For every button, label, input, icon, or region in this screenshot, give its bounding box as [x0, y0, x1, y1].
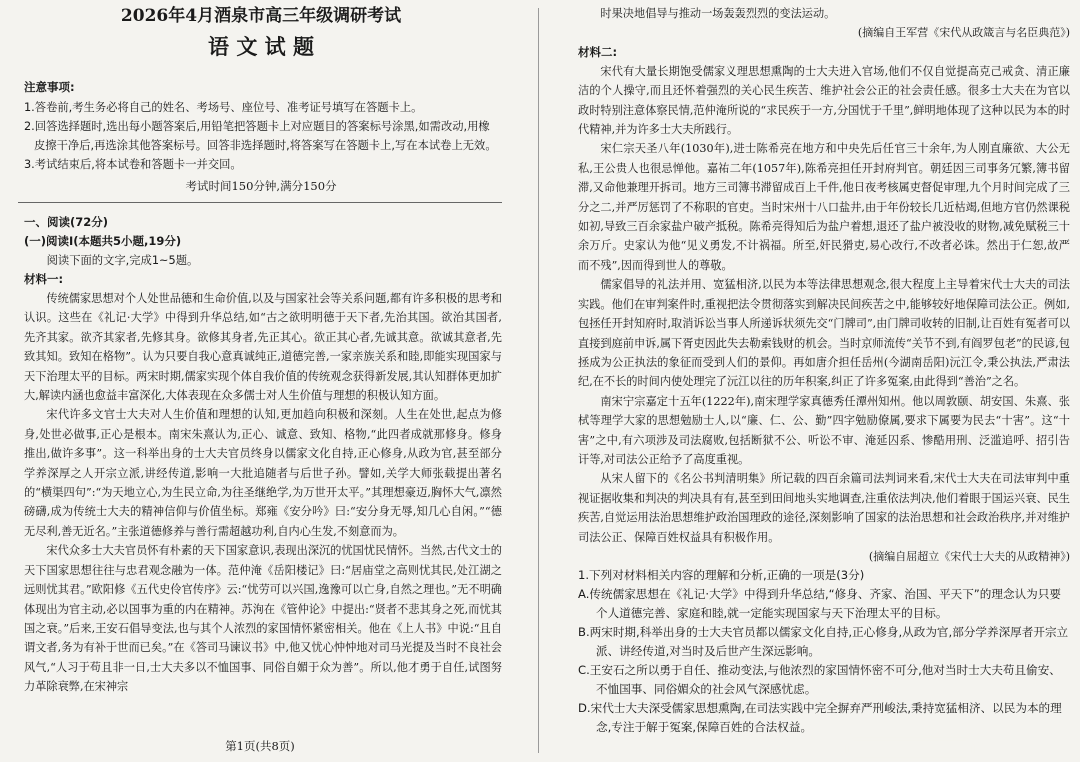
- material2-source: (摘编自屈超立《宋代士大夫的从政精神》): [868, 549, 1070, 563]
- exam-time: 考试时间150分钟,满分150分: [185, 179, 337, 193]
- exam-subject: 语 文 试 题: [208, 35, 314, 59]
- material2-label: 材料二:: [578, 44, 618, 59]
- header-divider: [18, 202, 502, 203]
- material1-source: (摘编自王军营《宋代从政箴言与名臣典范》): [857, 26, 1070, 40]
- question-1: 1.下列对材料相关内容的理解和分析,正确的一项是(3分): [578, 568, 865, 583]
- material2-paragraph-3: 儒家倡导的礼法并用、宽猛相济,以民为本等法律思想观念,很大程度上主导着宋代士大夫的司法实践。他们在审判案件时,重视把法令贯彻落实到解决民间疾苦之中,能够较好地保障司法公正。例如,包拯任开封知府时,取消诉讼当事人所递诉状须先交“门牌司”,由门牌司收转的旧制,让百姓有冤者可以直接到庭前申诉,属下胥吏因此失去勒索钱财的机会。当时京师流传“关节不到,有阎罗包老”的民谚,包拯成为公正执法的象征而受到人们的景仰。再如唐介担任岳州(今湖南岳阳)沅江令,秉公执法,严肃法纪,在不长的时间内使处理完了沅江以往的历年积案,纠正了许多冤案,由此得到“善治”之名。: [578, 278, 1070, 389]
- page-number: 第1页(共8页): [225, 739, 295, 753]
- material1-paragraph-3: 宋代众多士大夫官员怀有朴素的天下国家意识,表现出深沉的忧国忧民情怀。当然,古代文士的天下国家思想往往与忠君观念融为一体。范仲淹《岳阳楼记》曰:“居庙堂之高则忧其民,处江湖之远则忧其君。”欧阳修《五代史伶官传序》云:“忧劳可以兴国,逸豫可以亡身,自然之理也。”无不明确体现出为官主动,必以国事为重的内在精神。苏洵在《管仲论》中提出:“贤者不悲其身之死,而忧其国之衰。”后来,王安石倡导变法,也与其个人浓烈的家国情怀紧密相关。他在《上人书》中说:“且自谓文者,务为有补于世而已矣。”在《答司马谏议书》中,他又忧心忡忡地对司马光提及当时不良社会风气,“人习于苟且非一日,士大夫多以不恤国事、同俗自媚于众为善”。所以,他才勇于自任,试图努力革除衰弊,在宋神宗: [24, 544, 502, 694]
- notice-heading: 注意事项:: [24, 80, 75, 94]
- material1-label: 材料一:: [24, 272, 64, 286]
- question-1-option-d: D.宋代士大夫深受儒家思想熏陶,在司法实践中完全摒弃严刑峻法,秉持宽猛相济、以民为本的理念,专注于解于冤案,保障百姓的合法权益。: [578, 701, 1062, 735]
- material1-paragraph-1: 传统儒家思想对个人处世品德和生命价值,以及与国家社会等关系问题,都有许多积极的思考和认识。这些在《礼记·大学》中得到升华总结,如“古之欲明明德于天下者,先治其国。欲治其国者,先齐其家。欲齐其家者,先修其身。欲修其身者,先正其心。欲正其心者,先诚其意。欲诚其意者,先致其知。致知在格物”。认为只要自我心意真诚纯正,道德完善,一家亲族关系和睦,即能实现国家与天下治理太平的目标。两宋时期,儒家实现个体自我价值的传统观念获得新发展,其认知群体更加扩大,解读内涵也愈益丰富深化,大体表现在众多儒士对人生价值与理想的积极认知方面。: [24, 292, 502, 403]
- material2-paragraph-2: 宋仁宗天圣八年(1030年),进士陈希亮在地方和中央先后任官三十余年,为人刚直廉欲、大公无私,王公贵人也很忌惮他。嘉祐二年(1057年),陈希亮担任开封府判官。朝廷因三司事务冗繁,簿书留滞,又命他兼理开拆司。地方三司簿书滞留成百上千件,他日夜考核属吏督促审理,九个月时间完成了三分之二,并严厉惩罚了不称职的官吏。当时宋州十八口盐井,由于年份较长几近枯竭,但地方官仍然课税如初,导致三百余家盐户破产抵税。陈希亮得知后为盐户着想,退还了盐户被没收的财物,减免赋税三十余万斤。史家认为他“见义勇发,不计祸福。所至,奸民猾吏,易心改行,不改者必诛。然出于仁恕,故严而不残”,因而得到世人的尊敬。: [578, 142, 1070, 272]
- question-1-option-c: C.王安石之所以勇于自任、推动变法,与他浓烈的家国情怀密不可分,他对当时士大夫苟且偷安、不恤国事、同俗媚众的社会风气深感忧虑。: [578, 663, 1061, 697]
- column-divider: [538, 8, 539, 753]
- section-subtitle: (一)阅读Ⅰ(本题共5小题,19分): [24, 234, 182, 248]
- exam-title: 2026年4月酒泉市高三年级调研考试: [120, 6, 402, 26]
- section-title: 一、阅读(72分): [24, 215, 109, 229]
- material2-paragraph-4: 南宋宁宗嘉定十五年(1222年),南宋理学家真德秀任潭州知州。他以周敦颐、胡安国、朱熹、张栻等理学大家的思想勉励士人,以“廉、仁、公、勤”四字勉励僚属,要求下属要为民去“十害”。这“十害”之中,有六项涉及司法腐败,包括断狱不公、听讼不审、淹延囚系、惨酷用刑、泛滥追呼、招引告讦等,对司法公正给予了高度重视。: [578, 394, 1070, 466]
- material1-paragraph-2: 宋代许多文官士大夫对人生价值和理想的认知,更加趋向积极和深刻。人生在处世,起点为修身,处世必做事,正心是根本。南宋朱熹认为,正心、诚意、致知、格物,“此四者成就那修身。修身推出,做许多事”。这一科举出身的士大夫官员终身以儒家文化自持,正心修身,从政为官,甚至部分学养深厚之人开宗立派,讲经传道,影响一大批追随者与后世子孙。譬如,关学大师张载提出著名的“横渠四句”:“为天地立心,为生民立命,为往圣继绝学,为万世开太平。”其理想豪迈,胸怀大气,凛然磅礴,成为传统士大夫的精神信仰与价值坐标。郑雍《安分吟》曰:“安分身无辱,知几心自闲。”“德无尽利,善无近名。”主张道德修养与善行需超越功利,自内心生发,不刻意而为。: [24, 408, 502, 538]
- right-column: [552, 0, 1080, 737]
- notice-item-2: 2.回答选择题时,选出每小题答案后,用铅笔把答题卡上对应题目的答案标号涂黑,如需改动,用橡皮擦干净后,再选涂其他答案标号。回答非选择题时,将答案写在答题卡上,写在本试卷上无效。: [24, 120, 497, 152]
- question-1-option-b: B.两宋时期,科举出身的士大夫官员都以儒家文化自持,正心修身,从政为官,部分学养深厚者开宗立派、讲经传道,对当时及后世产生深远影响。: [578, 625, 1069, 659]
- question-1-option-a: A.传统儒家思想在《礼记·大学》中得到升华总结,“修身、齐家、治国、平天下”的理念认为只要个人道德完善、家庭和睦,就一定能实现国家与天下治理太平的目标。: [578, 587, 1061, 621]
- scan-smudge: [850, 742, 970, 756]
- left-column: [0, 0, 520, 697]
- section-instruction: 阅读下面的文字,完成1~5题。: [46, 254, 199, 267]
- material1-continuation: 时果决地倡导与推动一场轰轰烈烈的变法运动。: [600, 7, 836, 20]
- notice-list: [24, 98, 498, 174]
- material2-paragraph-1: 宋代有大量长期饱受儒家义理思想熏陶的士大夫进入官场,他们不仅自觉提高克己戒贪、清正廉洁的个人操守,而且还怀着强烈的关心民生疾苦、维护社会公正的社会责任感。很多士大夫在为官以政时特别注意体察民情,范仲淹所说的“求民疾于一方,分国忧于千里”,鲜明地体现了这种以民为本的时代精神,并为许多士大夫所践行。: [578, 64, 1070, 137]
- notice-item-1: 1.答卷前,考生务必将自己的姓名、考场号、座位号、准考证号填写在答题卡上。: [24, 101, 423, 114]
- notice-item-3: 3.考试结束后,将本试卷和答题卡一并交回。: [24, 158, 242, 171]
- material2-paragraph-5: 从宋人留下的《名公书判清明集》所记载的四百余篇司法判词来看,宋代士大夫在司法审判中重视证据收集和判决的判决具有有,甚至到田间地头实地调查,注重依法判决,他们着眼于国运兴衰、民生疾苦,自觉运用法治思想维护政治国理政的途径,深刻影响了国家的法治思想和社会政治秩序,并对维护司法公正、保障百姓权益具有积极作用。: [578, 472, 1070, 544]
